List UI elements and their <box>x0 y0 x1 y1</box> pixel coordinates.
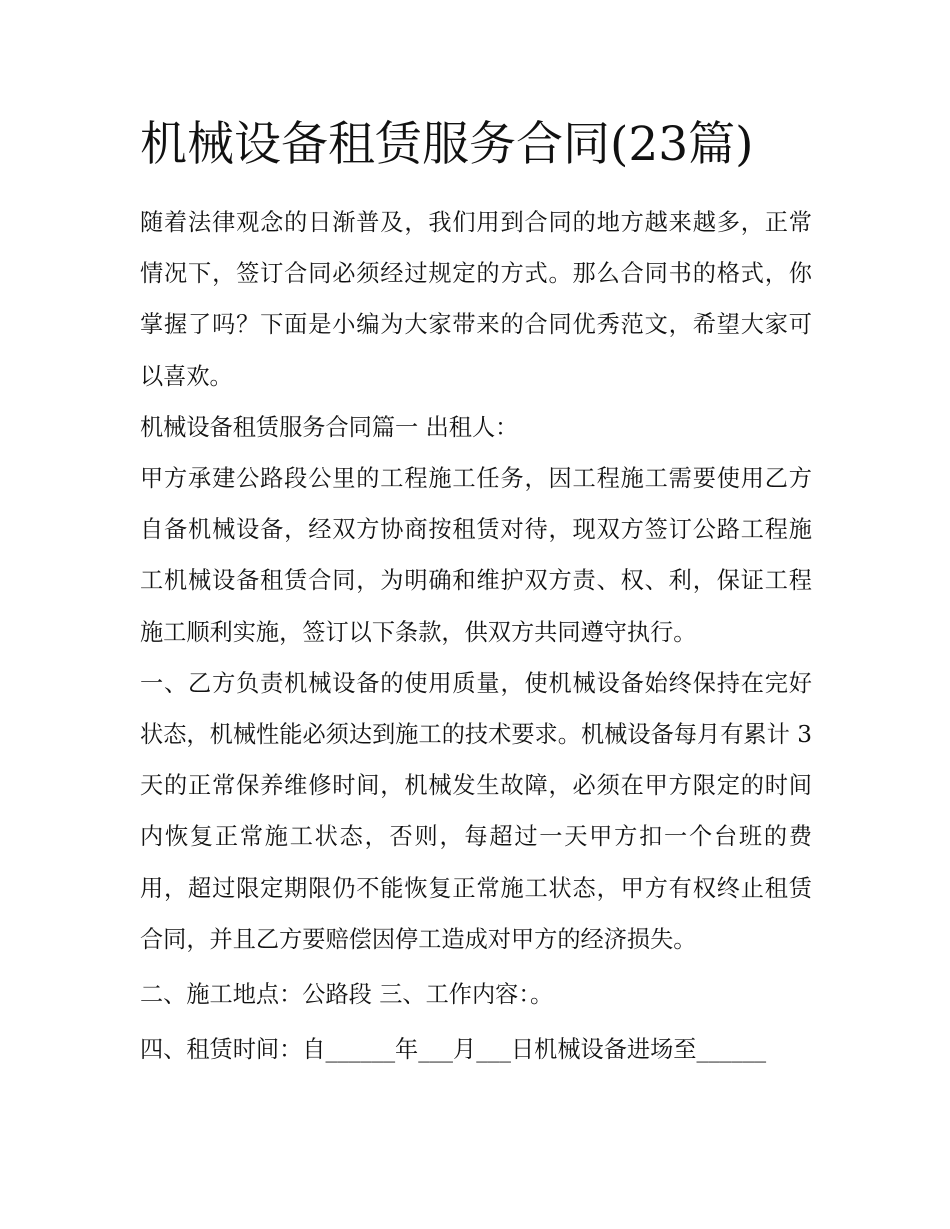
section-heading-lessor: 机械设备租赁服务合同篇一 出租人： <box>140 413 519 441</box>
document-title: 机械设备租赁服务合同(23篇) <box>140 117 754 172</box>
intro-paragraph: 随着法律观念的日渐普及，我们用到合同的地方越来越多，正常情况下，签订合同必须经过规定的方式。那么合同书的格式，你掌握了吗？下面是小编为大家带来的合同优秀范文，希望大家可以喜欢。 <box>140 209 812 390</box>
clause-two-three-paragraph: 二、施工地点：公路段 三、工作内容：。 <box>140 981 554 1009</box>
document-body <box>140 197 812 1075</box>
clause-one-paragraph: 一、乙方负责机械设备的使用质量，使机械设备始终保持在完好状态，机械性能必须达到施工的技术要求。机械设备每月有累计 3 天的正常保养维修时间，机械发生故障，必须在甲方限定的时间内恢复正常施工状态，否则，每超过一天甲方扣一个台班的费用，超过限定期限仍不能恢复正常施工状态，甲方有权终止租赁合同，并且乙方要赔偿因停工造成对甲方的经济损失。 <box>140 669 812 953</box>
clause-four-paragraph: 四、租赁时间：自______年___月___日机械设备进场至______ <box>140 1036 767 1064</box>
contract-preamble-paragraph: 甲方承建公路段公里的工程施工任务，因工程施工需要使用乙方自备机械设备，经双方协商按租赁对待，现双方签订公路工程施工机械设备租赁合同，为明确和维护双方责、权、利，保证工程施工顺利实施，签订以下条款，供双方共同遵守执行。 <box>140 465 812 646</box>
